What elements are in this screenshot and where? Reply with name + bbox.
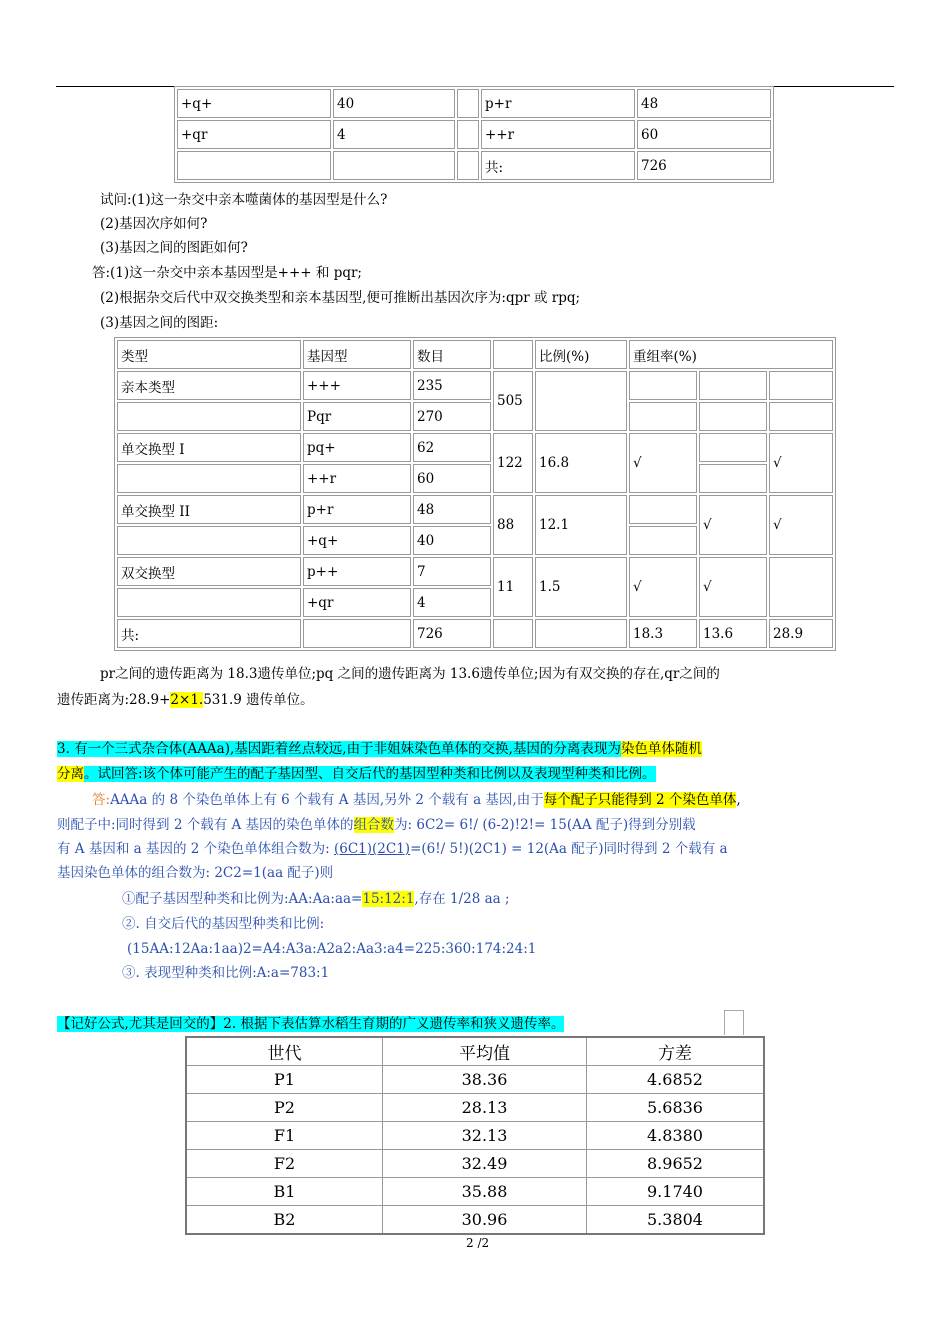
table-row [177,120,771,149]
recomb-cell [699,433,767,462]
table-cell: 726 [637,151,771,180]
count-cell: 62 [413,433,491,462]
table-cell: 4.6852 [587,1066,765,1094]
recomb-cell [769,402,833,431]
table-row [186,1206,764,1235]
recomb-cell [629,495,697,524]
answer-text: , [736,792,741,808]
problem3-line-1 [57,738,702,760]
top-table [174,86,774,183]
table-cell: 5.3804 [587,1206,765,1235]
recomb-cell [629,526,697,555]
problem-text: 【记好公式,尤其是回交的】2. 根据下表估算水稻生育期的广义遗传率和狭义遗传率。 [57,1016,565,1032]
genotype-cell: ++r [303,464,411,493]
header-cell: 方差 [587,1037,765,1066]
recomb-cell: √ [629,433,697,493]
table-row [186,1094,764,1122]
table-cell: P1 [186,1066,383,1094]
table-row [186,1122,764,1150]
type-cell [117,526,301,555]
sum-cell: 505 [493,371,533,431]
table-row [117,433,833,462]
answer3-line-3 [57,838,728,860]
total-recomb-2: 13.6 [699,619,767,648]
answer-3: (3)基因之间的图距: [100,315,219,331]
highlight: 15:12:1 [362,891,415,907]
count-cell: 40 [413,526,491,555]
table-cell: 9.1740 [587,1178,765,1206]
recomb-cell [699,402,767,431]
table-cell: 4 [333,120,455,149]
count-cell: 4 [413,588,491,617]
highlight: 染色单体随机 [620,741,702,757]
table-row [186,1066,764,1094]
table-cell: +q+ [177,89,331,118]
header-cell: 世代 [186,1037,383,1066]
header-cell: 类型 [117,340,301,369]
highlight: 2×1. [170,692,204,708]
table-cell: ++r [481,120,635,149]
recomb-cell: √ [699,495,767,555]
recomb-cell [769,371,833,400]
table-cell: B1 [186,1178,383,1206]
genotype-cell [303,619,411,648]
table-cell: 40 [333,89,455,118]
highlight: 分离 [57,766,84,782]
recomb-cell: √ [629,557,697,617]
table-cell: 60 [637,120,771,149]
table-cell: B2 [186,1206,383,1235]
genotype-cell: Pqr [303,402,411,431]
table-cell: p+r [481,89,635,118]
table-header-row [117,340,833,369]
genotype-cell: p++ [303,557,411,586]
table-cell [457,151,479,180]
answer-text: AAAa 的 8 个染色单体上有 6 个载有 A 基因,另外 2 个载有 a 基因,由于 [110,792,544,808]
table-cell: 32.49 [383,1150,587,1178]
header-cell: 重组率(%) [629,340,833,369]
table-cell: 38.36 [383,1066,587,1094]
sum-cell [493,619,533,648]
table-cell: 32.13 [383,1122,587,1150]
table-cell: F1 [186,1122,383,1150]
table-cell: +qr [177,120,331,149]
answer3-line-4: 基因染色单体的组合数为: 2C2=1(aa 配子)则 [57,865,334,881]
total-count: 726 [413,619,491,648]
table-row [117,371,833,400]
table-cell: 35.88 [383,1178,587,1206]
ratio-cell: 1.5 [535,557,627,617]
recomb-cell [629,371,697,400]
count-cell: 60 [413,464,491,493]
genotype-cell: pq+ [303,433,411,462]
total-row [117,619,833,648]
table-row [186,1178,764,1206]
total-recomb-3: 28.9 [769,619,833,648]
recomb-cell: √ [769,495,833,555]
table-cell [333,151,455,180]
recomb-cell [699,464,767,493]
heritability-table [185,1036,765,1235]
answer-text: 有 A 基因和 a 基因的 2 个染色单体组合数为: [57,841,334,857]
distance-text: 遗传距离为:28.9+ [57,692,171,708]
table-cell: P2 [186,1094,383,1122]
table-cell: 48 [637,89,771,118]
header-cell: 基因型 [303,340,411,369]
sum-cell: 11 [493,557,533,617]
answer3-item-3: ③. 表现型种类和比例:A:a=783:1 [122,965,330,981]
table-row [186,1150,764,1178]
table-cell: 5.6836 [587,1094,765,1122]
recomb-cell [699,371,767,400]
map-distance-table [114,337,836,651]
type-cell: 双交换型 [117,557,301,586]
total-label: 共: [117,619,301,648]
answer-text: ①配子基因型种类和比例为:AA:Aa:aa= [122,891,363,907]
answer-2: (2)根据杂交后代中双交换类型和亲本基因型,便可推断出基因次序为:qpr 或 rpq; [100,290,581,306]
table-cell [457,120,479,149]
answer3-line-1 [92,789,741,811]
problem2-title [57,1013,564,1035]
answer3-item-2b: (15AA:12Aa:1aa)2=A4:A3a:A2a2:Aa3:a4=225:360:174:24:1 [127,941,537,957]
distance-text: 531.9 遗传单位。 [203,692,314,708]
table-cell: 共: [481,151,635,180]
genotype-cell: +q+ [303,526,411,555]
sum-cell: 122 [493,433,533,493]
table-cell [457,89,479,118]
distance-line-2 [57,689,314,711]
answer-text: (6C1)(2C1) [333,841,411,857]
type-cell: 亲本类型 [117,371,301,400]
table-cell: F2 [186,1150,383,1178]
type-cell [117,588,301,617]
table-cell: 4.8380 [587,1122,765,1150]
recomb-cell [769,557,833,617]
table-row [117,495,833,524]
table-row [117,464,833,493]
ratio-cell: 12.1 [535,495,627,555]
page-number: 2 /2 [466,1236,490,1250]
type-cell [117,402,301,431]
type-cell [117,464,301,493]
answer3-item-2: ②. 自交后代的基因型种类和比例: [122,916,325,932]
table-edge-decoration [724,1010,744,1035]
highlight: 组合数 [353,817,395,833]
header-cell: 数目 [413,340,491,369]
type-cell: 单交换型 II [117,495,301,524]
answer-text: 则配子中:同时得到 2 个载有 A 基因的染色单体的 [57,817,354,833]
genotype-cell: +++ [303,371,411,400]
count-cell: 7 [413,557,491,586]
answer-label: 答: [92,792,111,808]
ratio-cell: 16.8 [535,433,627,493]
problem3-line-2 [57,763,656,785]
header-cell: 比例(%) [535,340,627,369]
type-cell: 单交换型 I [117,433,301,462]
table-row [117,402,833,431]
table-row [117,557,833,586]
count-cell: 48 [413,495,491,524]
answer-text: 为: 6C2= 6!/ (6-2)!2!= 15(AA 配子)得到分别载 [394,817,696,833]
answer3-item-1 [122,888,510,910]
answer3-line-2 [57,814,696,836]
count-cell: 270 [413,402,491,431]
recomb-cell: √ [769,433,833,493]
recomb-cell [629,402,697,431]
table-cell: 28.13 [383,1094,587,1122]
total-recomb-1: 18.3 [629,619,697,648]
recomb-cell: √ [699,557,767,617]
question-3: (3)基因之间的图距如何? [100,240,248,256]
distance-line-1: pr之间的遗传距离为 18.3遗传单位;pq 之间的遗传距离为 13.6遗传单位;因为有双交换的存在,qr之间的 [100,666,720,682]
highlight: 每个配子只能得到 2 个染色单体 [543,792,737,808]
header-cell [493,340,533,369]
ratio-cell [535,619,627,648]
genotype-cell: +qr [303,588,411,617]
sum-cell: 88 [493,495,533,555]
table-cell [177,151,331,180]
header-cell: 平均值 [383,1037,587,1066]
answer-text: =(6!/ 5!)(2C1) = 12(Aa 配子)同时得到 2 个载有 a [410,841,728,857]
answer-1: 答:(1)这一杂交中亲本基因型是+++ 和 pqr; [92,265,362,281]
problem-text: 3. 有一个三式杂合体(AAAa),基因距着丝点较远,由于非姐妹染色单体的交换,基因的分离表现为 [57,741,621,757]
answer-text: ,存在 1/28 aa ; [414,891,510,907]
question-2: (2)基因次序如何? [100,216,208,232]
table-row [177,151,771,180]
problem-text: 。试回答:该个体可能产生的配子基因型、自交后代的基因型种类和比例以及表现型种类和比例。 [84,766,656,782]
ratio-cell [535,371,627,431]
question-1: 试问:(1)这一杂交中亲本噬菌体的基因型是什么? [100,192,388,208]
table-cell: 30.96 [383,1206,587,1235]
table-header-row [186,1037,764,1066]
genotype-cell: p+r [303,495,411,524]
count-cell: 235 [413,371,491,400]
table-cell: 8.9652 [587,1150,765,1178]
table-row [177,89,771,118]
